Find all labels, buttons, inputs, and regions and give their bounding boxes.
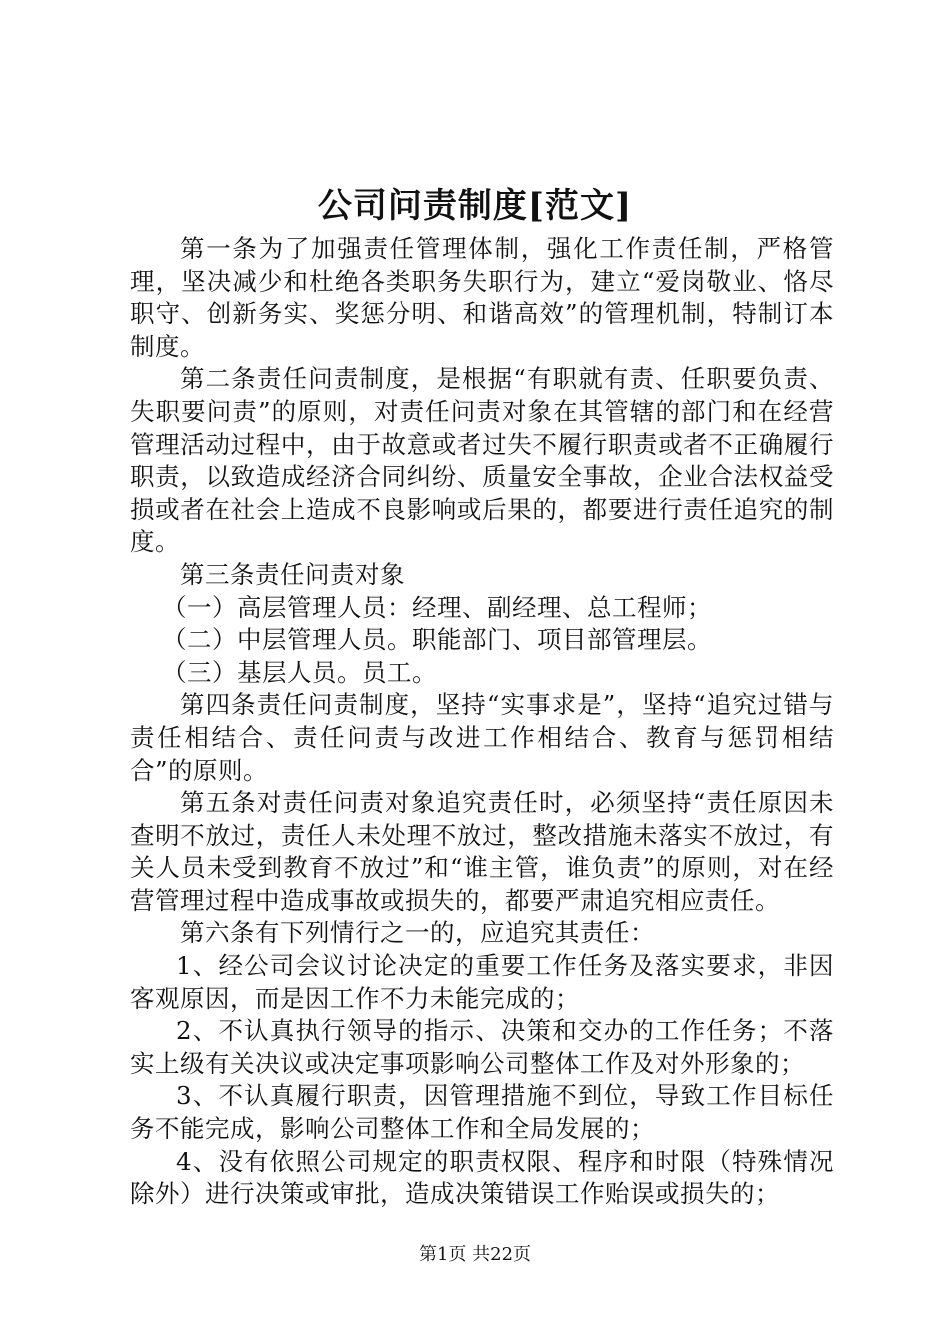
article-1: 第一条为了加强责任管理体制，强化工作责任制，严格管理，坚决减少和杜绝各类职务失职行为，建立“爱岗敬业、恪尽职守、创新务实、奖惩分明、和谐高效”的管理机制，特制订本制度。: [130, 234, 834, 361]
document-title: 公司问责制度[范文]: [317, 186, 633, 226]
document-body: [130, 233, 834, 1211]
article-6-heading: 第六条有下列情行之一的，应追究其责任：: [180, 918, 655, 948]
article-3-item-1: （一）高层管理人员：经理、副经理、总工程师；: [162, 592, 712, 622]
article-3-heading: 第三条责任问责对象: [180, 559, 405, 589]
article-6-item-1: 1、经公司会议讨论决定的重要工作任务及落实要求，非因客观原因，而是因工作不力未能完成的；: [130, 951, 834, 1013]
article-3-item-3: （三）基层人员。员工。: [162, 657, 437, 687]
article-5: 第五条对责任问责对象追究责任时，必须坚持“责任原因未查明不放过，责任人未处理不放过，整改措施未落实不放过，有关人员未受到教育不放过”和“谁主管，谁负责”的原则，对在经营管理过程中造成事故或损失的，都要严肃追究相应责任。: [130, 788, 834, 915]
article-6-item-3: 3、不认真履行职责，因管理措施不到位，导致工作目标任务不能完成，影响公司整体工作和全局发展的；: [130, 1081, 834, 1144]
article-4: 第四条责任问责制度，坚持“实事求是”，坚持“追究过错与责任相结合、责任问责与改进工作相结合、教育与惩罚相结合”的原则。: [130, 690, 834, 785]
page-number-footer: 第1页 共22页: [418, 1244, 532, 1265]
article-6-item-4: 4、没有依照公司规定的职责权限、程序和时限（特殊情况除外）进行决策或审批，造成决策错误工作贻误或损失的；: [130, 1146, 834, 1209]
article-2: 第二条责任问责制度，是根据“有职就有责、任职要负责、失职要问责”的原则，对责任问责对象在其管辖的部门和在经营管理活动过程中，由于故意或者过失不履行职责或者不正确履行职责，以致造成经济合同纠纷、质量安全事故，企业合法权益受损或者在社会上造成不良影响或后果的，都要进行责任追究的制度。: [130, 364, 834, 557]
article-3-item-2: （二）中层管理人员。职能部门、项目部管理层。: [162, 625, 712, 655]
article-6-item-2: 2、不认真执行领导的指示、决策和交办的工作任务；不落实上级有关决议或决定事项影响公司整体工作及对外形象的；: [130, 1016, 834, 1078]
